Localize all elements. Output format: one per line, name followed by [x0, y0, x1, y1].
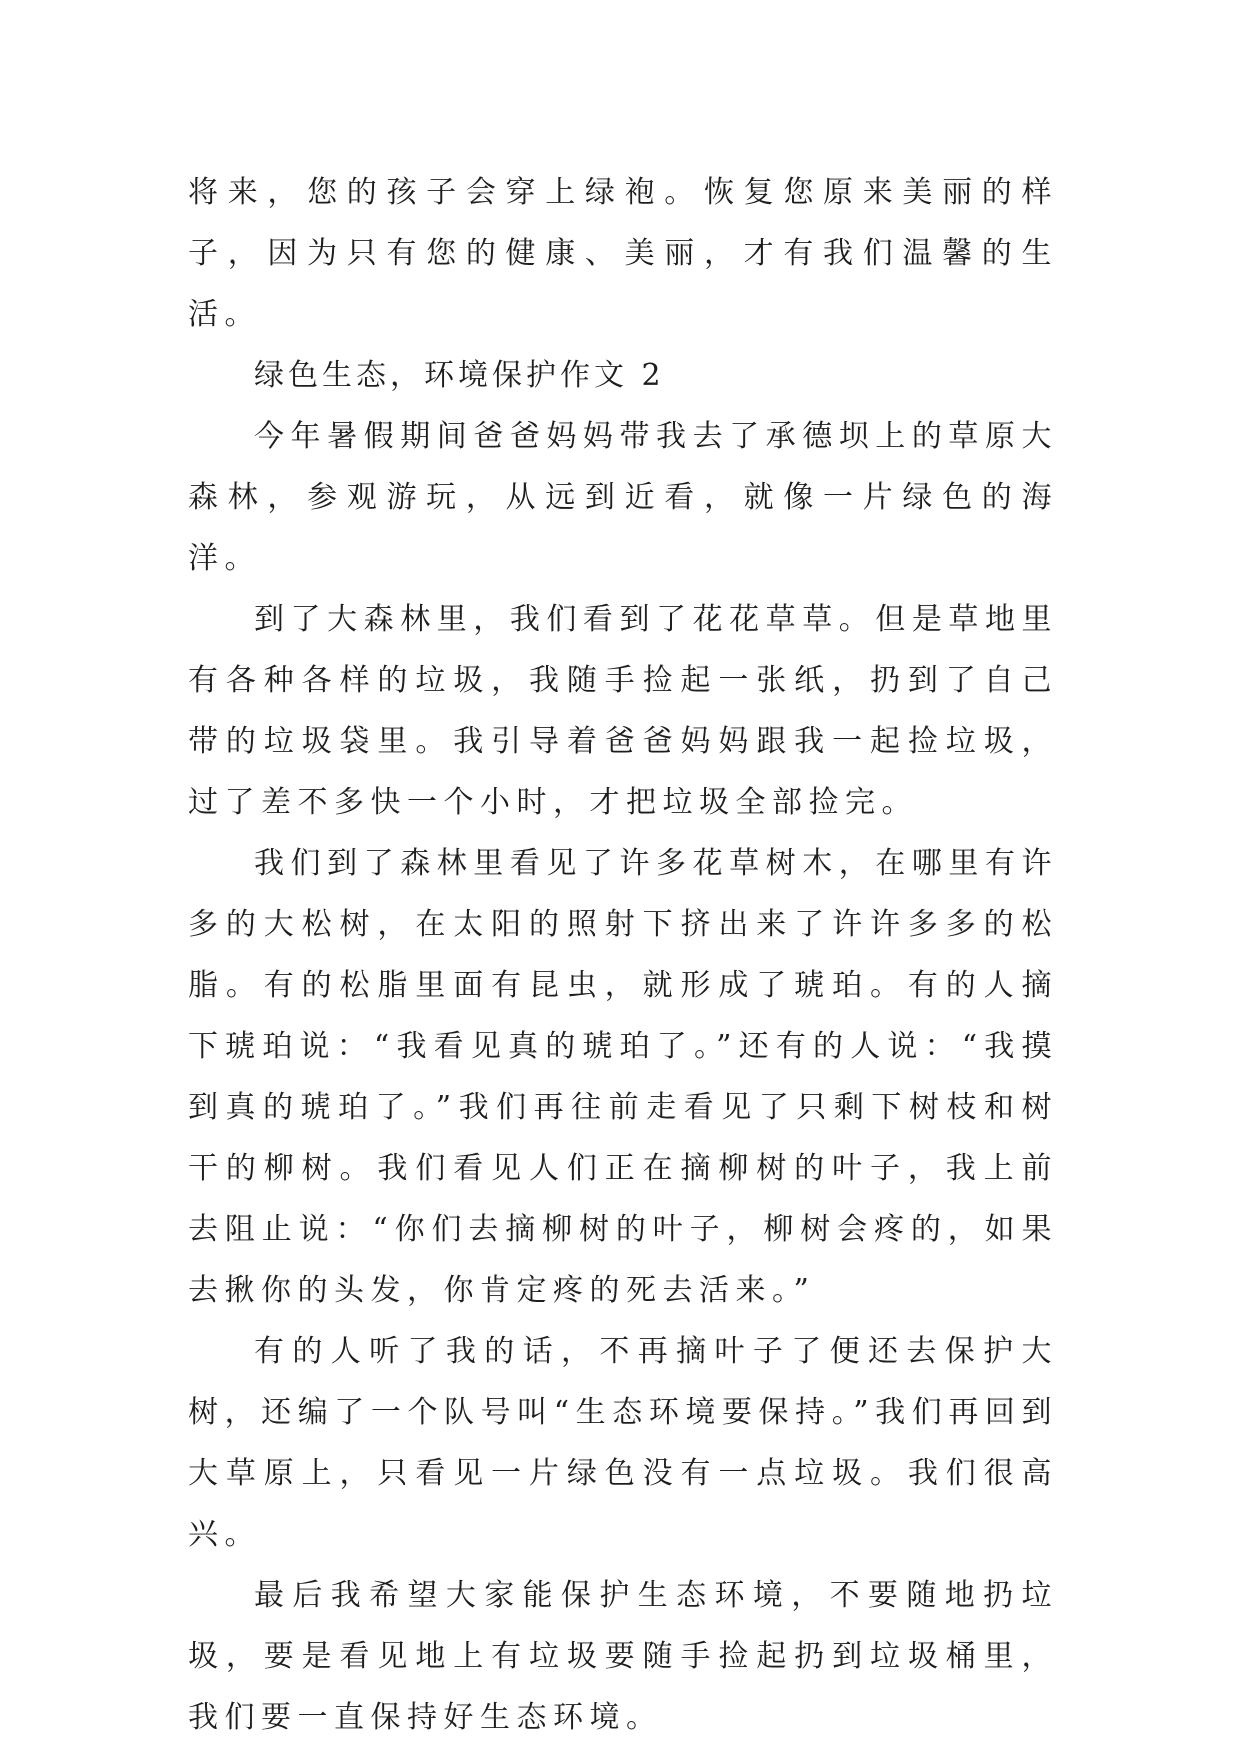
paragraph-continuation: 将来，您的孩子会穿上绿袍。恢复您原来美丽的样子，因为只有您的健康、美丽，才有我们温馨的生活。 [188, 175, 1058, 332]
paragraph: 我们到了森林里看见了许多花草树木，在哪里有许多的大松树，在太阳的照射下挤出来了许许多多的松脂。有的松脂里面有昆虫，就形成了琥珀。有的人摘下琥珀说：“我看见真的琥珀了。”还有的人说：“我摸到真的琥珀了。”我们再往前走看见了只剩下树枝和树干的柳树。我们看见人们正在摘柳树的叶子，我上前去阻止说：“你们去摘柳树的叶子，柳树会疼的，如果去揪你的头发，你肯定疼的死去活来。” [188, 846, 1058, 1308]
paragraph: 有的人听了我的话，不再摘叶子了便还去保护大树，还编了一个队号叫“生态环境要保持。”我们再回到大草原上，只看见一片绿色没有一点垃圾。我们很高兴。 [188, 1334, 1058, 1552]
paragraph: 今年暑假期间爸爸妈妈带我去了承德坝上的草原大森林，参观游玩，从远到近看，就像一片绿色的海洋。 [188, 419, 1058, 576]
paragraph: 到了大森林里，我们看到了花花草草。但是草地里有各种各样的垃圾，我随手捡起一张纸，扔到了自己带的垃圾袋里。我引导着爸爸妈妈跟我一起捡垃圾，过了差不多快一个小时，才把垃圾全部捡完。 [188, 602, 1058, 820]
paragraph: 最后我希望大家能保护生态环境，不要随地扔垃圾，要是看见地上有垃圾要随手捡起扔到垃圾桶里，我们要一直保持好生态环境。 [188, 1578, 1058, 1735]
essay-title: 绿色生态，环境保护作文 2 [254, 358, 665, 393]
essay-body [188, 162, 1058, 1748]
